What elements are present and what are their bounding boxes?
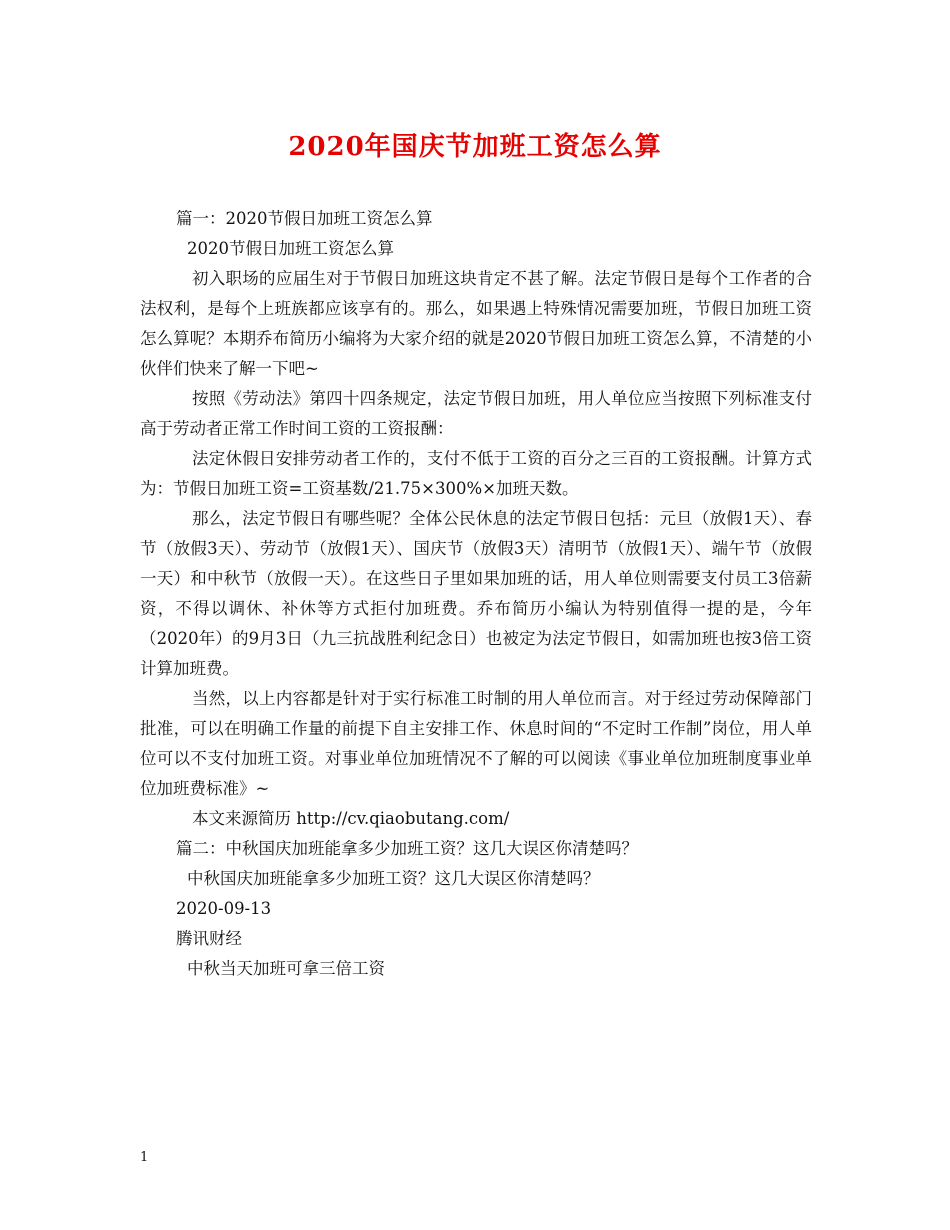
article-title-1: 2020节假日加班工资怎么算 xyxy=(187,239,394,258)
paragraph-standard-hours: 当然，以上内容都是针对于实行标准工时制的用人单位而言。对于经过劳动保障部门批准，可以在明确工作量的前提下自主安排工作、休息时间的“不定时工作制”岗位，用人单位可以不支付加班工资。对事业单位加班情况不了解的可以阅读《事业单位加班制度事业单位加班费标准》~ xyxy=(140,689,812,798)
page-number: 1 xyxy=(140,1150,149,1165)
article-title-2: 中秋国庆加班能拿多少加班工资？这几大误区你清楚吗？ xyxy=(187,869,600,888)
section-heading-1: 篇一：2020节假日加班工资怎么算 xyxy=(176,209,433,228)
section-heading-2: 篇二：中秋国庆加班能拿多少加班工资？这几大误区你清楚吗？ xyxy=(176,839,638,858)
paragraph-holiday-list: 那么，法定节假日有哪些呢？全体公民休息的法定节假日包括：元旦（放假1天）、春节（放假3天）、劳动节（放假1天）、国庆节（放假3天）清明节（放假1天）、端午节（放假一天）和中秋节（放假一天）。在这些日子里如果加班的话，用人单位则需要支付员工3倍薪资，不得以调休、补休等方式拒付加班费。乔布简历小编认为特别值得一提的是，今年（2020年）的9月3日（九三抗战胜利纪念日）也被定为法定节假日，如需加班也按3倍工资计算加班费。 xyxy=(140,509,812,678)
document-title: 2020年国庆节加班工资怎么算 xyxy=(288,132,662,162)
paragraph-intro: 初入职场的应届生对于节假日加班这块肯定不甚了解。法定节假日是每个工作者的合法权利，是每个上班族都应该享有的。那么，如果遇上特殊情况需要加班，节假日加班工资怎么算呢？本期乔布简历小编将为大家介绍的就是2020节假日加班工资怎么算，不清楚的小伙伴们快来了解一下吧~ xyxy=(140,269,812,378)
article-subheading: 中秋当天加班可拿三倍工资 xyxy=(187,959,385,978)
paragraph-calculation: 法定休假日安排劳动者工作的，支付不低于工资的百分之三百的工资报酬。计算方式为：节假日加班工资=工资基数/21.75×300%×加班天数。 xyxy=(140,449,812,498)
article-date: 2020-09-13 xyxy=(176,899,272,918)
source-line: 本文来源简历 http://cv.qiaobutang.com/ xyxy=(192,809,510,828)
article-source: 腾讯财经 xyxy=(176,929,242,948)
document-body xyxy=(140,204,812,984)
paragraph-labor-law: 按照《劳动法》第四十四条规定，法定节假日加班，用人单位应当按照下列标准支付高于劳动者正常工作时间工资的工资报酬： xyxy=(140,389,812,438)
